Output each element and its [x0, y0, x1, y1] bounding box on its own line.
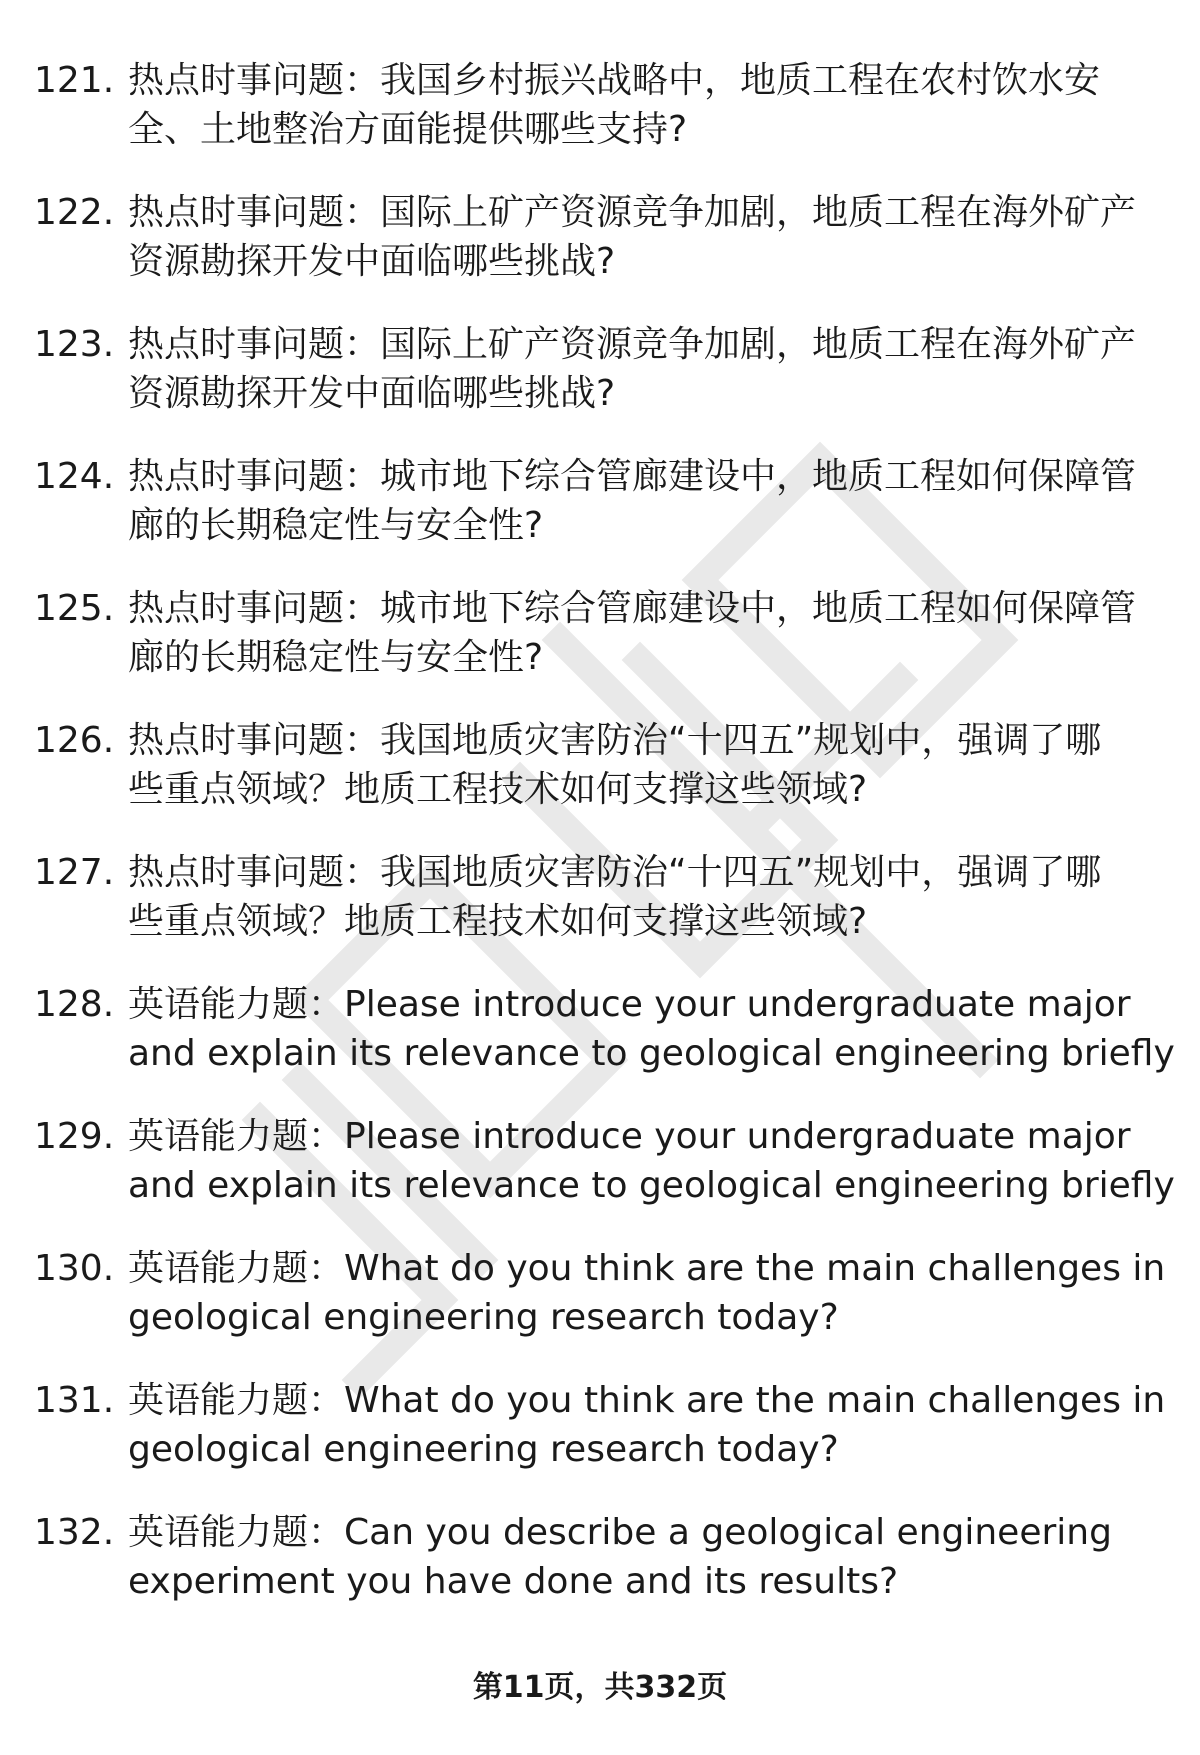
question-text	[128, 56, 1174, 154]
question-number: 125.	[34, 588, 115, 629]
question-text-line: 英语能力题：Can you describe a geological engineering	[128, 1512, 1112, 1553]
question-text-line: experiment you have done and its results?	[128, 1561, 899, 1602]
question-text	[128, 980, 1175, 1078]
question-number: 124.	[34, 456, 115, 497]
question-text-line: 热点时事问题：我国地质灾害防治“十四五”规划中，强调了哪	[128, 720, 1102, 761]
question-number: 121.	[34, 60, 115, 101]
question-text-line: 英语能力题：What do you think are the main challenges in	[128, 1248, 1166, 1289]
question-item	[34, 980, 1174, 1112]
question-item	[34, 1508, 1174, 1640]
question-text	[128, 188, 1174, 286]
question-text	[128, 716, 1174, 814]
question-number: 131.	[34, 1380, 115, 1421]
question-text-line: 资源勘探开发中面临哪些挑战?	[128, 373, 616, 414]
question-item	[34, 1244, 1174, 1376]
question-text-line: geological engineering research today?	[128, 1429, 839, 1470]
question-text	[128, 320, 1174, 418]
question-number: 132.	[34, 1512, 115, 1553]
question-item	[34, 1112, 1174, 1244]
question-text-line: 热点时事问题：我国地质灾害防治“十四五”规划中，强调了哪	[128, 852, 1102, 893]
question-text-line: 热点时事问题：我国乡村振兴战略中，地质工程在农村饮水安	[128, 60, 1101, 101]
question-text-line: and explain its relevance to geological engineering briefly	[128, 1033, 1175, 1074]
question-number: 123.	[34, 324, 115, 365]
question-text-line: 英语能力题：What do you think are the main challenges in	[128, 1380, 1166, 1421]
question-number: 128.	[34, 984, 115, 1025]
question-text	[128, 1112, 1175, 1210]
question-item	[34, 716, 1174, 848]
question-text-line: geological engineering research today?	[128, 1297, 839, 1338]
question-text-line: and explain its relevance to geological engineering briefly	[128, 1165, 1175, 1206]
question-number: 130.	[34, 1248, 115, 1289]
question-text	[128, 848, 1174, 946]
question-text-line: 些重点领域？地质工程技术如何支撑这些领域?	[128, 901, 868, 942]
question-text	[128, 1376, 1174, 1474]
question-number: 126.	[34, 720, 115, 761]
question-text-line: 全、土地整治方面能提供哪些支持?	[128, 109, 688, 150]
question-list	[34, 56, 1174, 1640]
question-number: 129.	[34, 1116, 115, 1157]
question-text-line: 热点时事问题：城市地下综合管廊建设中，地质工程如何保障管	[128, 588, 1137, 629]
question-number: 122.	[34, 192, 115, 233]
question-item	[34, 56, 1174, 188]
question-text-line: 热点时事问题：国际上矿产资源竞争加剧，地质工程在海外矿产	[128, 324, 1137, 365]
question-text-line: 英语能力题：Please introduce your undergraduate major	[128, 984, 1131, 1025]
question-item	[34, 452, 1174, 584]
question-number: 127.	[34, 852, 115, 893]
question-text	[128, 1508, 1174, 1606]
question-item	[34, 320, 1174, 452]
question-text-line: 些重点领域？地质工程技术如何支撑这些领域?	[128, 769, 868, 810]
question-text-line: 热点时事问题：城市地下综合管廊建设中，地质工程如何保障管	[128, 456, 1137, 497]
question-text-line: 资源勘探开发中面临哪些挑战?	[128, 241, 616, 282]
question-item	[34, 584, 1174, 716]
question-item	[34, 848, 1174, 980]
question-text	[128, 584, 1174, 682]
question-text-line: 廊的长期稳定性与安全性?	[128, 637, 544, 678]
question-text-line: 廊的长期稳定性与安全性?	[128, 505, 544, 546]
question-item	[34, 1376, 1174, 1508]
question-text	[128, 452, 1174, 550]
page-number: 第11页，共332页	[472, 1670, 728, 1705]
question-text-line: 热点时事问题：国际上矿产资源竞争加剧，地质工程在海外矿产	[128, 192, 1137, 233]
question-item	[34, 188, 1174, 320]
question-text	[128, 1244, 1174, 1342]
question-text-line: 英语能力题：Please introduce your undergraduate major	[128, 1116, 1131, 1157]
